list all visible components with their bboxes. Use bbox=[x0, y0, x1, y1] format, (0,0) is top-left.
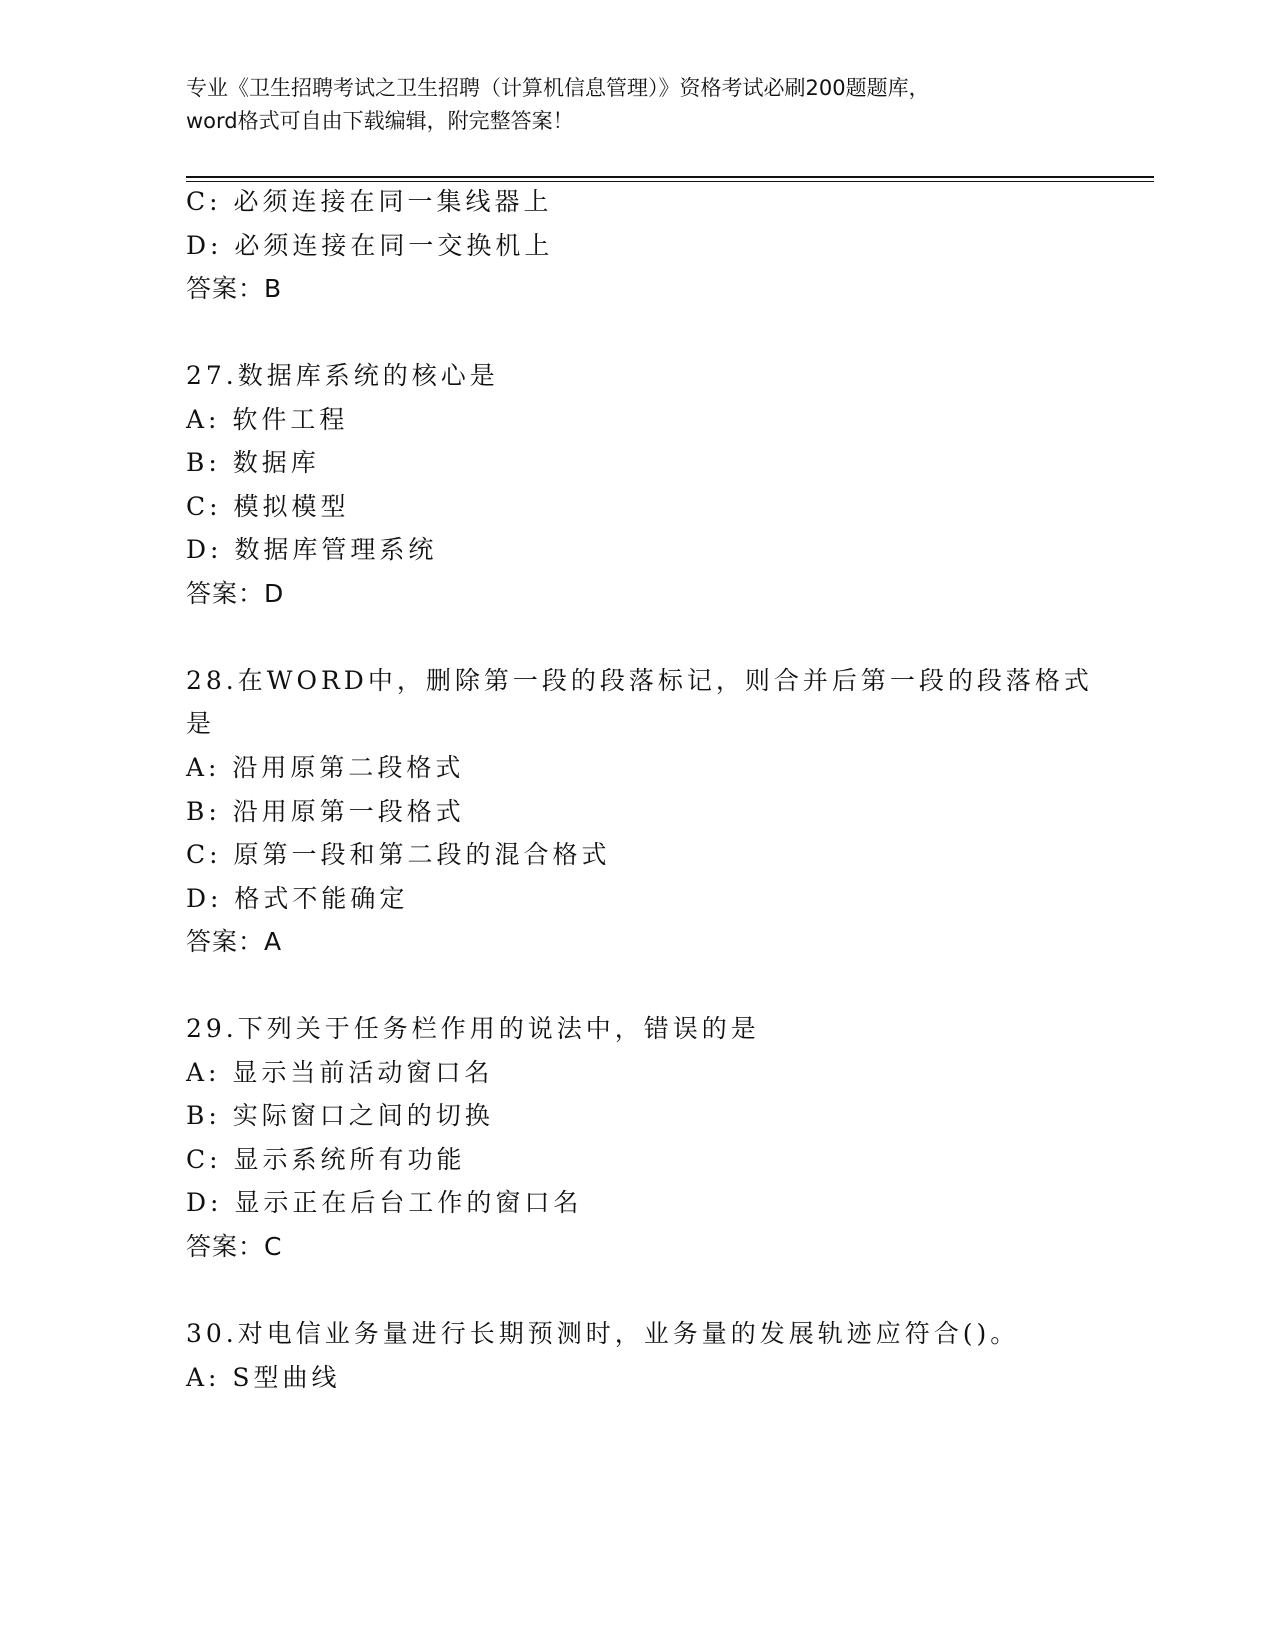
option-b: B: 数据库 bbox=[186, 448, 320, 477]
header-divider-thin bbox=[186, 181, 1154, 182]
option-d: D: 显示正在后台工作的窗口名 bbox=[186, 1188, 583, 1217]
question-stem-continuation: 是 bbox=[186, 709, 216, 738]
header-divider-thick bbox=[186, 176, 1154, 178]
option-a: A: 显示当前活动窗口名 bbox=[186, 1058, 494, 1087]
option-b: B: 沿用原第一段格式 bbox=[186, 797, 465, 826]
option-b: B: 实际窗口之间的切换 bbox=[186, 1101, 494, 1130]
question-stem: 28.在WORD中，删除第一段的段落标记，则合并后第一段的段落格式 bbox=[186, 666, 1093, 695]
answer-line: 答案：D bbox=[186, 579, 285, 608]
question-stem: 30.对电信业务量进行长期预测时，业务量的发展轨迹应符合()。 bbox=[186, 1319, 1020, 1348]
option-a: A: 软件工程 bbox=[186, 405, 349, 434]
option-c: C: 必须连接在同一集线器上 bbox=[186, 187, 553, 216]
header-title-line2: word格式可自由下载编辑，附完整答案！ bbox=[186, 109, 574, 133]
header-title-line1: 专业《卫生招聘考试之卫生招聘（计算机信息管理）》资格考试必刷200题题库， bbox=[186, 76, 930, 100]
answer-line: 答案：C bbox=[186, 1232, 283, 1261]
option-d: D: 数据库管理系统 bbox=[186, 535, 438, 564]
answer-line: 答案：B bbox=[186, 274, 283, 303]
question-stem: 29.下列关于任务栏作用的说法中，错误的是 bbox=[186, 1014, 760, 1043]
option-c: C: 模拟模型 bbox=[186, 492, 350, 521]
option-d: D: 必须连接在同一交换机上 bbox=[186, 231, 554, 260]
option-d: D: 格式不能确定 bbox=[186, 884, 409, 913]
answer-line: 答案：A bbox=[186, 927, 283, 956]
option-a: A: 沿用原第二段格式 bbox=[186, 753, 465, 782]
question-stem: 27.数据库系统的核心是 bbox=[186, 361, 499, 390]
document-header bbox=[186, 72, 1066, 138]
option-c: C: 显示系统所有功能 bbox=[186, 1145, 466, 1174]
option-c: C: 原第一段和第二段的混合格式 bbox=[186, 840, 611, 869]
option-a: A: S型曲线 bbox=[186, 1363, 341, 1392]
